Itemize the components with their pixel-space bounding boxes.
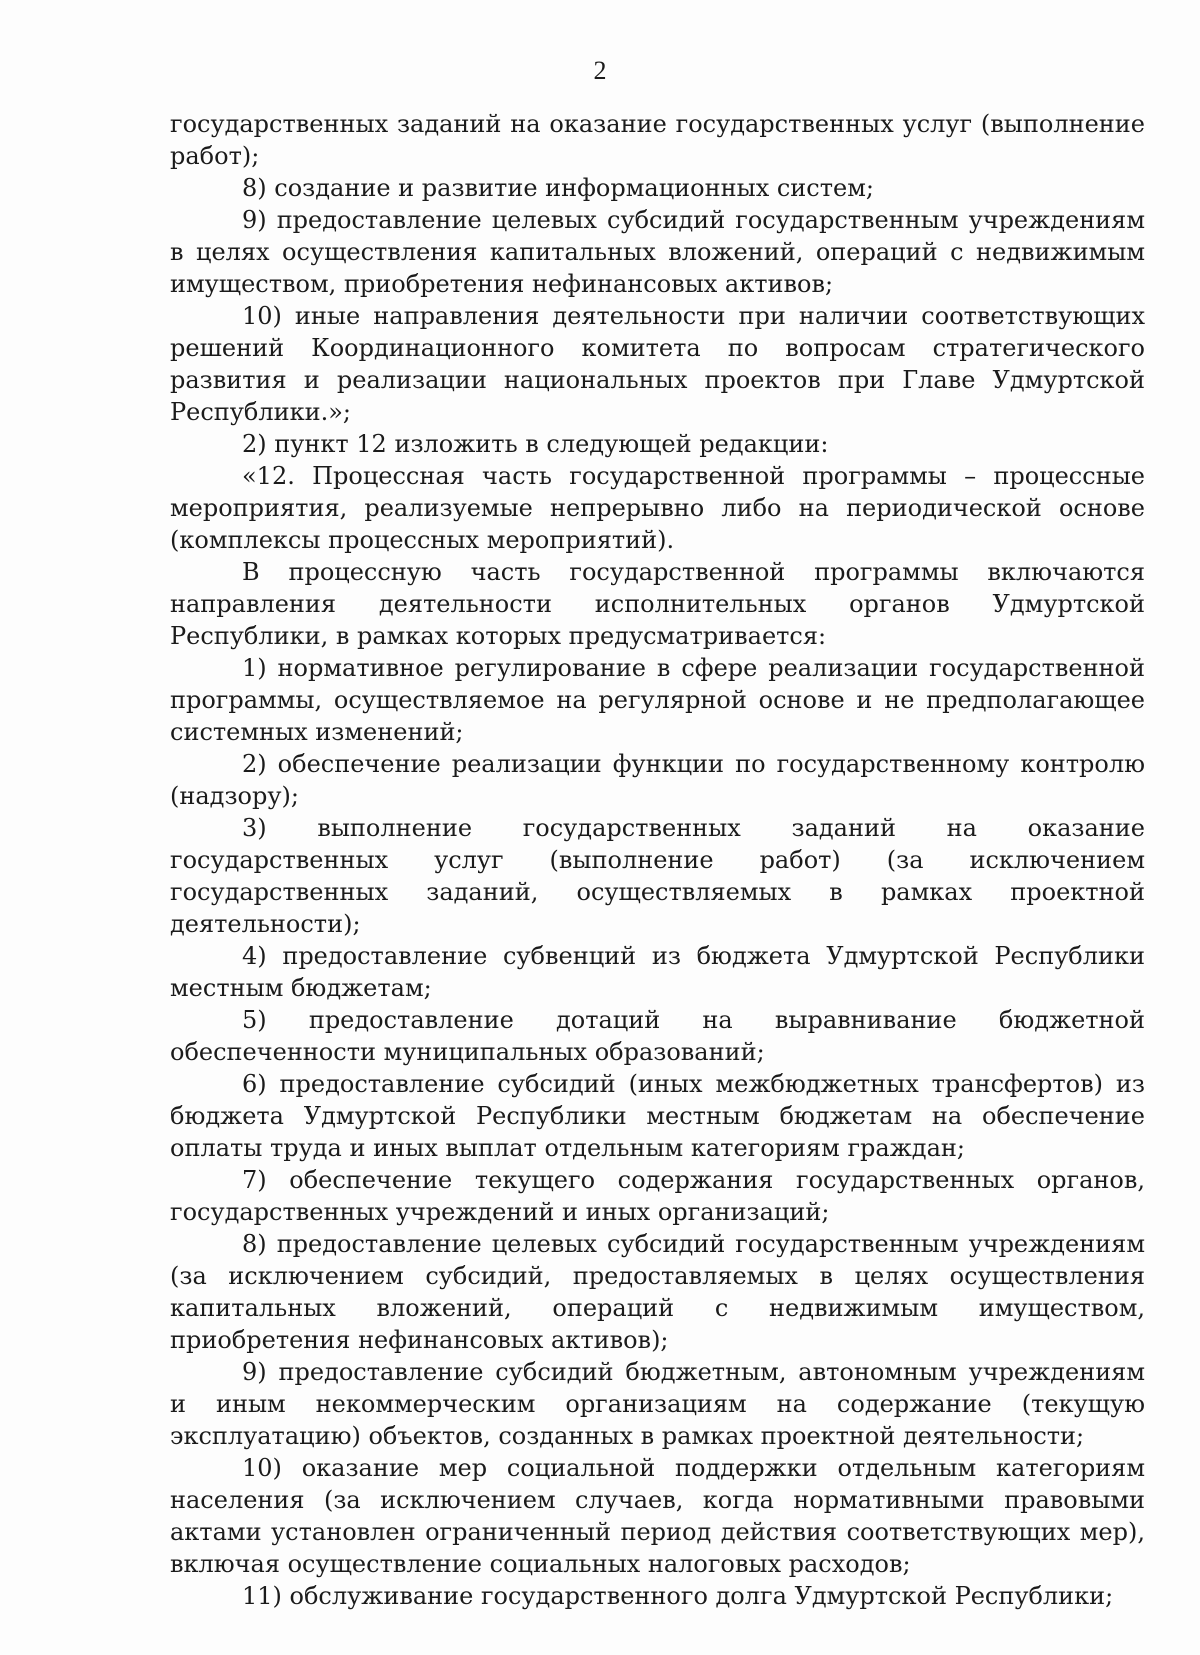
clause-12-item-10: 10) оказание мер социальной поддержки отдельным категориям населения (за исключением случаев, когда нормативными правовыми актами установлен ограниченный период действия соответствующих мер), включая осуществление социальных налоговых расходов; — [170, 1454, 1145, 1578]
clause-12-item-5: 5) предоставление дотаций на выравнивание бюджетной обеспеченности муниципальных образований; — [170, 1006, 1145, 1066]
clause-12-item-3: 3) выполнение государственных заданий на оказание государственных услуг (выполнение работ) (за исключением государственных заданий, осуществляемых в рамках проектной деятельности); — [170, 814, 1145, 938]
clause-12-heading: «12. Процессная часть государственной программы – процессные мероприятия, реализуемые непрерывно либо на периодической основе (комплексы процессных мероприятий). — [170, 462, 1145, 554]
list-item-9: 9) предоставление целевых субсидий государственным учреждениям в целях осуществления капитальных вложений, операций с недвижимым имуществом, приобретения нефинансовых активов; — [170, 206, 1145, 298]
list-item-8: 8) создание и развитие информационных систем; — [242, 174, 874, 202]
clause-12-item-11: 11) обслуживание государственного долга Удмуртской Республики; — [242, 1582, 1114, 1610]
clause-12-item-1: 1) нормативное регулирование в сфере реализации государственной программы, осуществляемое на регулярной основе и не предполагающее системных изменений; — [170, 654, 1145, 746]
paragraph-continuation: государственных заданий на оказание государственных услуг (выполнение работ); — [170, 110, 1145, 170]
clause-12-item-4: 4) предоставление субвенций из бюджета Удмуртской Республики местным бюджетам; — [170, 942, 1145, 1002]
list-item-10: 10) иные направления деятельности при наличии соответствующих решений Координационного комитета по вопросам стратегического развития и реализации национальных проектов при Главе Удмуртской Республики.»; — [170, 302, 1145, 426]
clause-12-item-9: 9) предоставление субсидий бюджетным, автономным учреждениям и иным некоммерческим организациям на содержание (текущую эксплуатацию) объектов, созданных в рамках проектной деятельности; — [170, 1358, 1145, 1450]
amendment-item-2: 2) пункт 12 изложить в следующей редакции: — [242, 430, 829, 458]
clause-12-item-7: 7) обеспечение текущего содержания государственных органов, государственных учреждений и иных организаций; — [170, 1166, 1145, 1226]
page-number: 2 — [593, 56, 607, 85]
document-body — [170, 108, 1145, 1612]
clause-12-item-2: 2) обеспечение реализации функции по государственному контролю (надзору); — [170, 750, 1145, 810]
clause-12-item-6: 6) предоставление субсидий (иных межбюджетных трансфертов) из бюджета Удмуртской Республики местным бюджетам на обеспечение оплаты труда и иных выплат отдельным категориям граждан; — [170, 1070, 1145, 1162]
clause-12-item-8: 8) предоставление целевых субсидий государственным учреждениям (за исключением субсидий, предоставляемых в целях осуществления капитальных вложений, операций с недвижимым имуществом, приобретения нефинансовых активов); — [170, 1230, 1145, 1354]
clause-12-intro: В процессную часть государственной программы включаются направления деятельности исполнительных органов Удмуртской Республики, в рамках которых предусматривается: — [170, 558, 1145, 650]
